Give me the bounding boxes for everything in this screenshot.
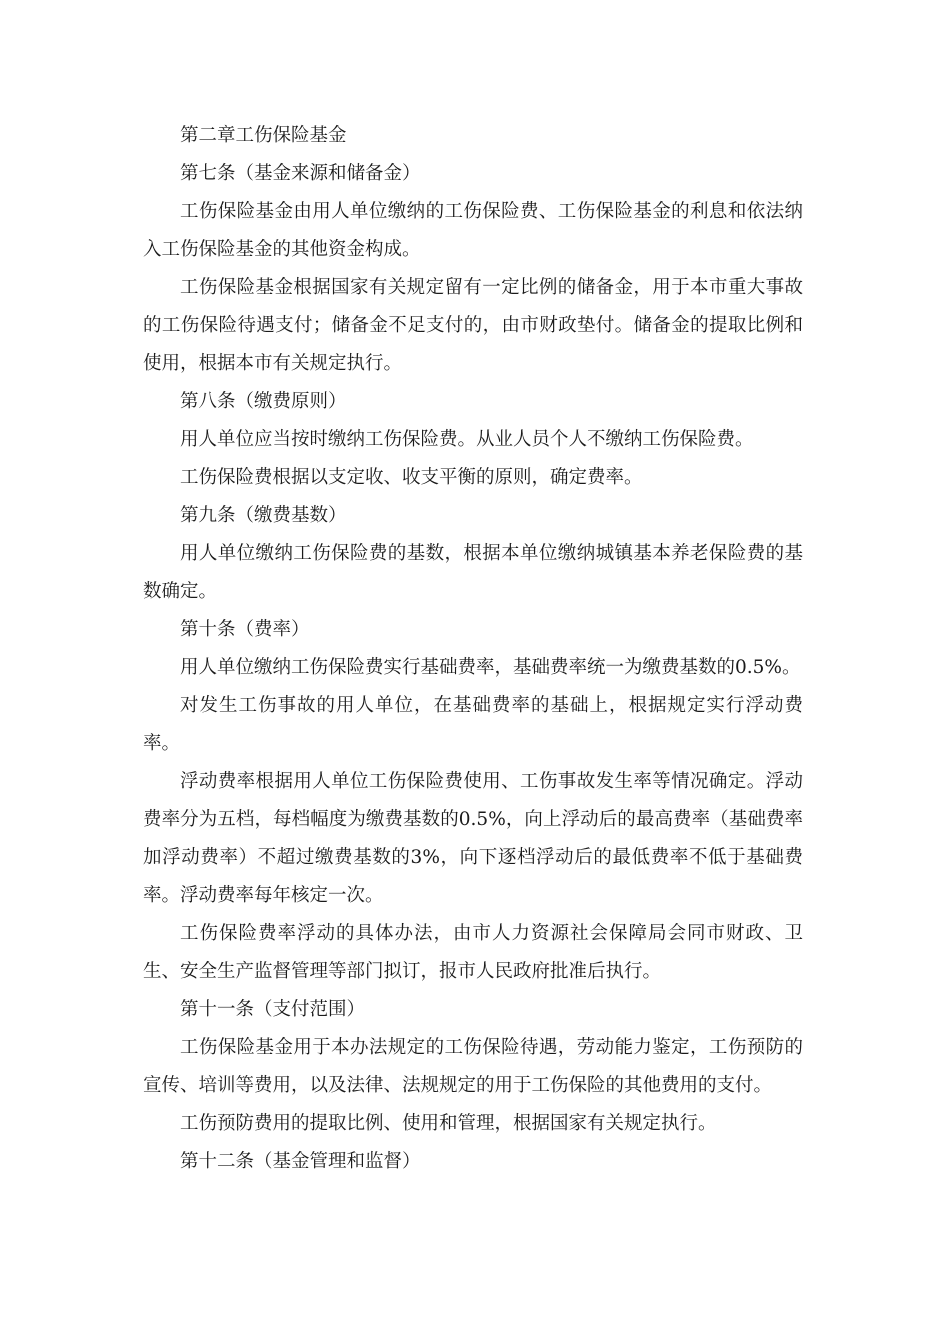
paragraph: 工伤保险费率浮动的具体办法，由市人力资源社会保障局会同市财政、卫生、安全生产监督管理等部门拟订，报市人民政府批准后执行。 [143, 923, 803, 982]
paragraph: 用人单位缴纳工伤保险费的基数，根据本单位缴纳城镇基本养老保险费的基数确定。 [143, 543, 803, 602]
paragraph: 对发生工伤事故的用人单位，在基础费率的基础上，根据规定实行浮动费率。 [143, 695, 803, 754]
paragraph: 工伤保险基金根据国家有关规定留有一定比例的储备金，用于本市重大事故的工伤保险待遇支付；储备金不足支付的，由市财政垫付。储备金的提取比例和使用，根据本市有关规定执行。 [143, 277, 803, 374]
paragraph: 浮动费率根据用人单位工伤保险费使用、工伤事故发生率等情况确定。浮动费率分为五档，每档幅度为缴费基数的0.5%，向上浮动后的最高费率（基础费率加浮动费率）不超过缴费基数的3%，向下逐档浮动后的最低费率不低于基础费率。浮动费率每年核定一次。 [143, 771, 803, 906]
paragraph: 用人单位应当按时缴纳工伤保险费。从业人员个人不缴纳工伤保险费。 [180, 429, 754, 450]
paragraph: 工伤保险基金由用人单位缴纳的工伤保险费、工伤保险基金的利息和依法纳入工伤保险基金的其他资金构成。 [143, 201, 803, 260]
paragraph: 工伤保险费根据以支定收、收支平衡的原则，确定费率。 [180, 467, 643, 488]
paragraph: 用人单位缴纳工伤保险费实行基础费率，基础费率统一为缴费基数的0.5%。 [180, 657, 801, 678]
article-heading: 第十一条（支付范围） [180, 999, 366, 1020]
article-heading: 第十二条（基金管理和监督） [180, 1151, 421, 1172]
paragraph: 工伤预防费用的提取比例、使用和管理，根据国家有关规定执行。 [180, 1113, 717, 1134]
article-heading: 第十条（费率） [180, 619, 310, 640]
document-body [143, 117, 803, 1181]
article-heading: 第七条（基金来源和储备金） [180, 163, 421, 184]
article-heading: 第九条（缴费基数） [180, 505, 347, 526]
article-heading: 第八条（缴费原则） [180, 391, 347, 412]
chapter-heading: 第二章工伤保险基金 [180, 125, 347, 146]
paragraph: 工伤保险基金用于本办法规定的工伤保险待遇，劳动能力鉴定，工伤预防的宣传、培训等费用，以及法律、法规规定的用于工伤保险的其他费用的支付。 [143, 1037, 803, 1096]
